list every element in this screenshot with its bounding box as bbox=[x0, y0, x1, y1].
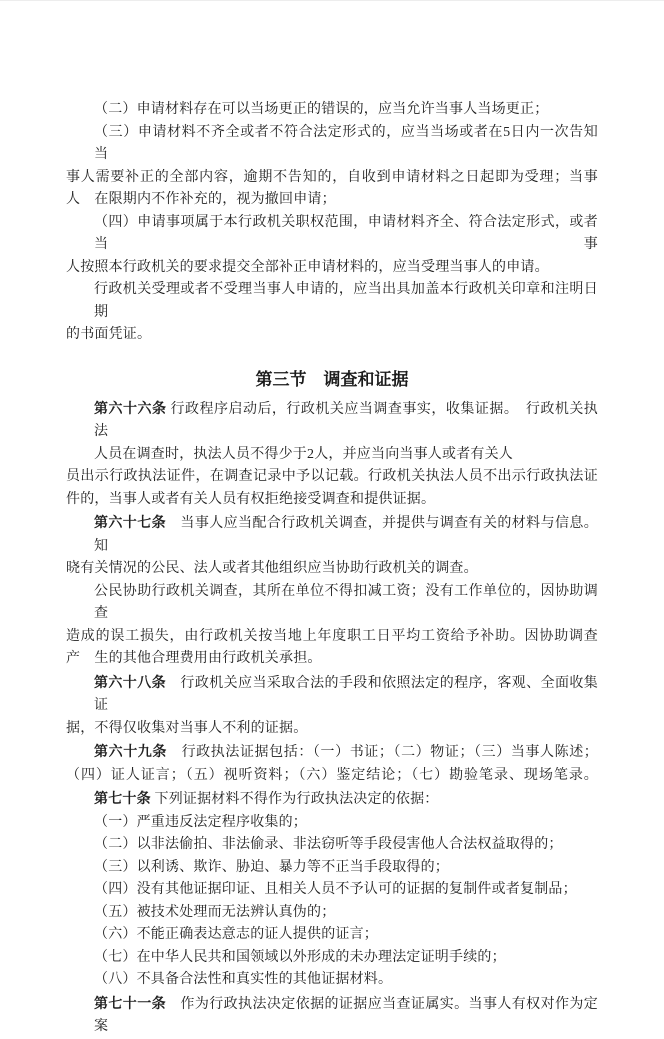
text-line bbox=[66, 671, 598, 718]
text-run: 行政机关应当采取合法的手段和依照法定的程序，客观、全面收集证 bbox=[94, 675, 598, 713]
text-run: 行政执法证据包括：（一）书证；（二）物证；（三）当事人陈述； bbox=[166, 745, 599, 760]
text-line bbox=[66, 581, 598, 626]
text-run: 人 在限期内不作补充的，视为撤回申请； bbox=[66, 192, 336, 207]
text-run: 的书面凭证。 bbox=[66, 327, 152, 342]
text-run: 晓有关情况的公民、法人或者其他组织应当协助行政机关的调查。 bbox=[66, 561, 478, 576]
text-line bbox=[66, 397, 598, 444]
section-paragraphs bbox=[66, 397, 598, 1039]
text-run: （五）被技术处理而无法辨认真伪的； bbox=[94, 904, 336, 920]
text-run: 据，不得仅收集对当事人不利的证据。 bbox=[66, 720, 308, 736]
text-line bbox=[66, 466, 598, 489]
text-line bbox=[66, 969, 598, 992]
text-line bbox=[66, 279, 598, 324]
text-line bbox=[66, 212, 598, 257]
text-run: （四）证人证言；（五）视听资料；（六）鉴定结论；（七）勘验笔录、现场笔录。 bbox=[66, 767, 598, 783]
text-line bbox=[66, 99, 598, 122]
article-number: 第六十六条 bbox=[94, 399, 167, 416]
text-run: 行政机关受理或者不受理当事人申请的，应当出具加盖本行政机关印章和注明日期 bbox=[94, 282, 598, 320]
text-run: （七）在中华人民共和国领域以外形成的未办理法定证明手续的； bbox=[94, 949, 506, 965]
text-run: 产 生的其他合理费用由行政机关承担。 bbox=[66, 651, 322, 666]
text-line bbox=[66, 740, 598, 765]
article-number: 第六十八条 bbox=[94, 673, 167, 690]
text-line bbox=[66, 626, 598, 649]
text-line bbox=[66, 787, 598, 812]
text-line bbox=[66, 718, 598, 741]
text-line bbox=[66, 511, 598, 558]
text-run: 作为行政执法决定依据的证据应当查证属实。当事人有权对作为定案 bbox=[94, 996, 598, 1034]
article-number: 第六十九条 bbox=[94, 743, 167, 759]
text-line bbox=[66, 857, 598, 880]
text-run: （六）不能正确表达意志的证人提供的证言； bbox=[94, 927, 378, 942]
article-number: 第六十七条 bbox=[94, 514, 167, 530]
text-run: （二）以非法偷拍、非法偷录、非法窃听等手段侵害他人合法权益取得的； bbox=[94, 837, 563, 852]
text-line bbox=[66, 167, 598, 190]
text-run: （八）不具备合法性和真实性的其他证据材料。 bbox=[94, 972, 393, 987]
text-line bbox=[66, 834, 598, 857]
text-line bbox=[66, 324, 598, 347]
text-run: 员出示行政执法证件，在调查记录中予以记载。行政机关执法人员不出示行政执法证 bbox=[66, 469, 598, 484]
text-run: 造成的误工损失，由行政机关按当地上年度职工日平均工资给予补助。因协助调查 bbox=[66, 628, 598, 644]
text-run: 公民协助行政机关调查，其所在单位不得扣减工资；没有工作单位的，因协助调查 bbox=[94, 583, 598, 621]
intro-paragraphs bbox=[66, 99, 598, 347]
text-run: 行政程序启动后，行政机关应当调查事实，收集证据。 行政机关执法 bbox=[94, 401, 599, 439]
text-run: 人按照本行政机关的要求提交全部补正申请材料的，应当受理当事人的申请。 bbox=[66, 259, 549, 275]
text-run: （三）申请材料不齐全或者不符合法定形式的，应当当场或者在5日内一次告知当 bbox=[94, 124, 598, 162]
text-line bbox=[66, 947, 598, 970]
text-run: （四）申请事项属于本行政机关职权范围，申请材料齐全、符合法定形式，或者当 事 bbox=[94, 214, 598, 252]
text-line bbox=[66, 648, 598, 671]
text-line bbox=[66, 902, 598, 925]
text-line bbox=[66, 489, 598, 512]
text-run: 下列证据材料不得作为行政执法决定的依据： bbox=[150, 792, 439, 807]
text-line bbox=[66, 879, 598, 902]
text-line bbox=[66, 765, 598, 788]
text-line bbox=[66, 992, 598, 1039]
text-run: （四）没有其他证据印证、且相关人员不予认可的证据的复制件或者复制品； bbox=[94, 882, 577, 897]
text-line bbox=[66, 558, 598, 581]
text-line bbox=[66, 812, 598, 835]
text-run: 事人需要补正的全部内容，逾期不告知的，自收到申请材料之日起即为受理；当事 bbox=[66, 169, 598, 185]
text-run: （二）申请材料存在可以当场更正的错误的，应当允许当事人当场更正； bbox=[94, 102, 549, 117]
text-run: （一）严重违反法定程序收集的； bbox=[94, 814, 307, 830]
text-run: 件的，当事人或者有关人员有权拒绝接受调查和提供证据。 bbox=[66, 491, 436, 507]
document-page bbox=[0, 1, 664, 1039]
text-line bbox=[66, 189, 598, 212]
text-run: （三）以利诱、欺诈、胁迫、暴力等不正当手段取得的； bbox=[94, 859, 449, 875]
section-heading: 第三节 调查和证据 bbox=[255, 369, 409, 389]
text-run: 当事人应当配合行政机关调查，并提供与调查有关的材料与信息。知 bbox=[94, 516, 598, 554]
article-number: 第七十条 bbox=[94, 790, 151, 806]
text-line bbox=[66, 257, 598, 280]
text-line bbox=[66, 444, 598, 467]
text-run: 人员在调查时，执法人员不得少于2人，并应当向当事人或者有关人 bbox=[94, 446, 513, 462]
article-number: 第七十一条 bbox=[94, 994, 167, 1011]
text-line bbox=[66, 924, 598, 947]
text-line bbox=[66, 122, 598, 167]
